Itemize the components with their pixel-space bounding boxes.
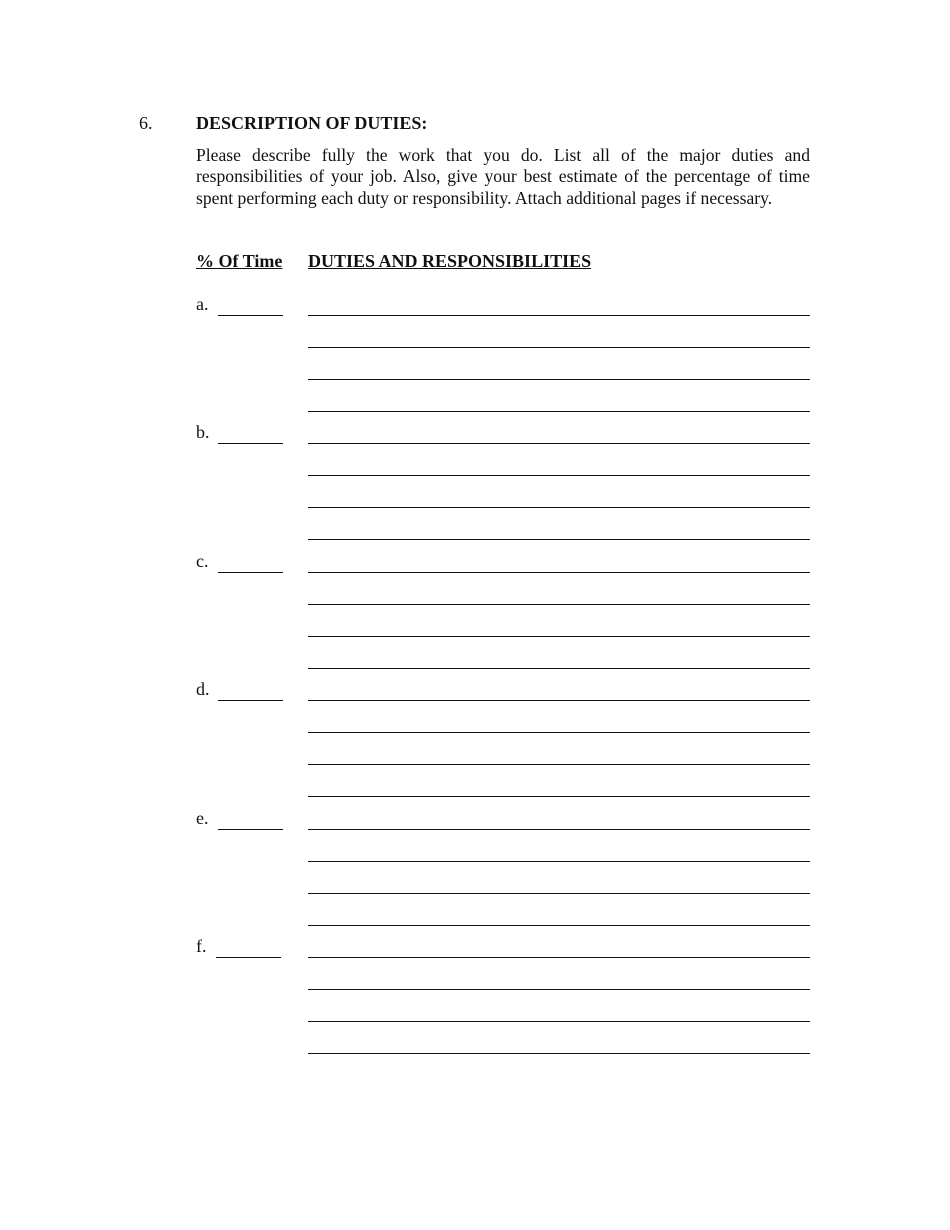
duty-line[interactable] — [308, 347, 810, 348]
percent-time-field[interactable] — [216, 957, 281, 958]
duty-line[interactable] — [308, 668, 810, 669]
duty-line[interactable] — [308, 572, 810, 573]
section-title: DESCRIPTION OF DUTIES: — [196, 113, 428, 133]
percent-time-field[interactable] — [218, 443, 283, 444]
duty-line[interactable] — [308, 957, 810, 958]
duty-entry-d — [196, 679, 810, 816]
duty-entry-e — [196, 808, 810, 945]
entry-label: a. — [196, 294, 209, 314]
duties-column-header: DUTIES AND RESPONSIBILITIES — [308, 251, 592, 271]
entry-label: e. — [196, 808, 209, 828]
duty-line[interactable] — [308, 1021, 810, 1022]
duty-line[interactable] — [308, 475, 810, 476]
instructions-text: Please describe fully the work that you do. List all of the major duties and responsibilities of your job. Also, give your best estimate of the percentage of time spent performing each duty or responsibility. Attach additional pages if necessary. — [196, 145, 810, 208]
duty-line[interactable] — [308, 925, 810, 926]
duty-line[interactable] — [308, 379, 810, 380]
percent-time-field[interactable] — [218, 572, 283, 573]
percent-time-field[interactable] — [218, 315, 283, 316]
percent-time-field[interactable] — [218, 700, 283, 701]
duty-entry-b — [196, 422, 810, 559]
section-number: 6. — [139, 113, 153, 133]
duty-line[interactable] — [308, 1053, 810, 1054]
time-column-header: % Of Time — [196, 251, 283, 271]
duty-line[interactable] — [308, 989, 810, 990]
duty-line[interactable] — [308, 861, 810, 862]
entry-label: d. — [196, 679, 210, 699]
duty-entry-c — [196, 551, 810, 688]
entry-label: c. — [196, 551, 209, 571]
entry-label: f. — [196, 936, 207, 956]
duty-line[interactable] — [308, 315, 810, 316]
duty-line[interactable] — [308, 829, 810, 830]
duty-line[interactable] — [308, 636, 810, 637]
duty-line[interactable] — [308, 539, 810, 540]
duty-line[interactable] — [308, 411, 810, 412]
duty-line[interactable] — [308, 796, 810, 797]
entry-label: b. — [196, 422, 210, 442]
duty-line[interactable] — [308, 764, 810, 765]
duty-line[interactable] — [308, 732, 810, 733]
duty-line[interactable] — [308, 604, 810, 605]
duty-line[interactable] — [308, 700, 810, 701]
percent-time-field[interactable] — [218, 829, 283, 830]
duty-entry-a — [196, 294, 810, 431]
duty-entry-f — [196, 936, 810, 1073]
duty-line[interactable] — [308, 507, 810, 508]
duty-line[interactable] — [308, 443, 810, 444]
duty-line[interactable] — [308, 893, 810, 894]
